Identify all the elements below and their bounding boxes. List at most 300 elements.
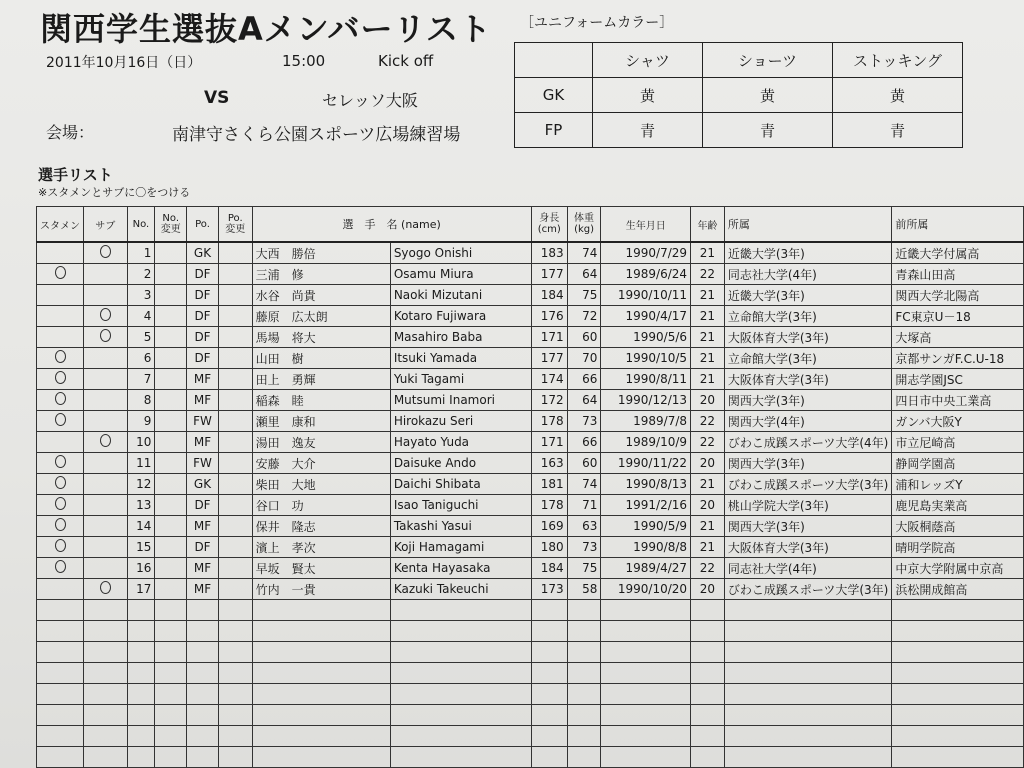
player-dob: 1990/8/13 [601,474,691,495]
player-prev-team: 静岡学園高 [892,453,1024,474]
sub-mark [84,516,128,537]
player-prev-team [892,705,1024,726]
player-team: 関西大学(3年) [724,453,892,474]
number-change [155,537,187,558]
player-dob [601,726,691,747]
player-position: FW [187,453,219,474]
player-number: 17 [127,579,155,600]
player-name-jp [252,747,390,768]
player-roster-table [36,206,1024,768]
circle-mark-icon [55,560,66,573]
number-change [155,411,187,432]
sub-mark [84,264,128,285]
player-height: 177 [531,264,567,285]
sub-mark [84,747,128,768]
player-age [691,642,725,663]
player-name-en [390,600,531,621]
starter-mark [37,516,84,537]
player-height: 171 [531,327,567,348]
player-height: 163 [531,453,567,474]
player-number: 2 [127,264,155,285]
player-number [127,600,155,621]
number-change [155,432,187,453]
player-number: 10 [127,432,155,453]
starter-mark [37,264,84,285]
player-name-jp: 馬場 将大 [252,327,390,348]
player-number [127,684,155,705]
player-height: 171 [531,432,567,453]
sub-mark [84,537,128,558]
player-height [531,642,567,663]
player-age: 21 [691,327,725,348]
number-change [155,474,187,495]
number-change [155,495,187,516]
position-change [218,558,252,579]
player-dob: 1991/2/16 [601,495,691,516]
starter-mark [37,453,84,474]
uniform-col-shorts: ショーツ [703,43,833,78]
player-age: 21 [691,306,725,327]
player-name-en [390,747,531,768]
player-prev-team [892,684,1024,705]
player-name-en: Mutsumi Inamori [390,390,531,411]
starter-mark [37,474,84,495]
player-age: 20 [691,579,725,600]
player-team: 近畿大学(3年) [724,285,892,306]
player-age: 21 [691,348,725,369]
header-no: No. [127,207,155,243]
number-change [155,600,187,621]
player-name-jp [252,705,390,726]
position-change [218,747,252,768]
document-title: 関西学生選抜Aメンバーリスト [40,10,492,48]
table-row [37,495,1024,516]
circle-mark-icon [55,266,66,279]
player-dob: 1990/10/11 [601,285,691,306]
player-name-en: Yuki Tagami [390,369,531,390]
position-change [218,537,252,558]
number-change [155,663,187,684]
table-row [37,369,1024,390]
starter-mark [37,600,84,621]
player-name-en [390,684,531,705]
sub-mark [84,600,128,621]
player-weight [567,642,601,663]
player-team: 大阪体育大学(3年) [724,537,892,558]
player-team [724,684,892,705]
position-change [218,453,252,474]
player-prev-team: 晴明学院高 [892,537,1024,558]
player-age [691,684,725,705]
player-name-jp: 三浦 修 [252,264,390,285]
player-height [531,684,567,705]
player-position: GK [187,242,219,264]
player-position: MF [187,579,219,600]
player-dob: 1989/6/24 [601,264,691,285]
sub-mark [84,411,128,432]
player-weight: 63 [567,516,601,537]
player-name-en: Kenta Hayasaka [390,558,531,579]
player-team: びわこ成蹊スポーツ大学(4年) [724,432,892,453]
player-name-en: Daisuke Ando [390,453,531,474]
player-height [531,600,567,621]
player-number: 3 [127,285,155,306]
player-prev-team: 浜松開成館高 [892,579,1024,600]
number-change [155,705,187,726]
starter-mark [37,621,84,642]
player-number [127,726,155,747]
player-height: 172 [531,390,567,411]
player-number: 8 [127,390,155,411]
kickoff-label: Kick off [378,52,434,70]
player-team: 立命館大学(3年) [724,348,892,369]
player-name-en [390,642,531,663]
player-name-en [390,705,531,726]
player-name-en: Kazuki Takeuchi [390,579,531,600]
player-name-en: Itsuki Yamada [390,348,531,369]
player-name-jp [252,600,390,621]
player-age: 20 [691,390,725,411]
position-change [218,705,252,726]
player-name-en: Masahiro Baba [390,327,531,348]
position-change [218,600,252,621]
player-age [691,663,725,684]
starter-mark [37,558,84,579]
player-number [127,663,155,684]
player-age [691,705,725,726]
player-weight: 72 [567,306,601,327]
number-change [155,264,187,285]
sub-mark [84,369,128,390]
player-name-en: Kotaro Fujiwara [390,306,531,327]
header-sub: サブ [84,207,128,243]
player-number: 9 [127,411,155,432]
player-position: DF [187,327,219,348]
uniform-color-table [514,42,963,148]
player-name-en [390,726,531,747]
uniform-cell: 黄 [593,78,703,113]
table-row [37,306,1024,327]
player-dob: 1990/10/20 [601,579,691,600]
player-position [187,726,219,747]
header-pos-change: Po. 変更 [218,207,252,243]
player-team [724,600,892,621]
player-weight: 73 [567,411,601,432]
player-name-jp: 山田 樹 [252,348,390,369]
sub-mark [84,306,128,327]
player-height: 178 [531,411,567,432]
player-name-en [390,663,531,684]
player-number: 14 [127,516,155,537]
position-change [218,684,252,705]
player-team: 関西大学(4年) [724,411,892,432]
player-name-jp: 濱上 孝次 [252,537,390,558]
position-change [218,411,252,432]
player-weight [567,621,601,642]
player-weight: 73 [567,537,601,558]
player-dob: 1990/5/6 [601,327,691,348]
table-row [37,242,1024,264]
player-name-jp: 水谷 尚貴 [252,285,390,306]
player-name-en: Osamu Miura [390,264,531,285]
player-name-jp: 藤原 広太朗 [252,306,390,327]
player-weight: 75 [567,285,601,306]
player-dob: 1989/10/9 [601,432,691,453]
header-name: 選 手 名 (name) [252,207,531,243]
circle-mark-icon [55,371,66,384]
starter-mark [37,390,84,411]
number-change [155,285,187,306]
player-age: 22 [691,432,725,453]
player-age: 20 [691,453,725,474]
player-height [531,726,567,747]
player-number [127,705,155,726]
sub-mark [84,726,128,747]
table-row [37,747,1024,768]
header-team: 所属 [724,207,892,243]
player-prev-team: 市立尼崎高 [892,432,1024,453]
player-position [187,621,219,642]
position-change [218,474,252,495]
player-weight [567,663,601,684]
player-height: 174 [531,369,567,390]
position-change [218,642,252,663]
player-weight: 70 [567,348,601,369]
player-team: 大阪体育大学(3年) [724,327,892,348]
starter-mark [37,663,84,684]
player-number: 5 [127,327,155,348]
sub-mark [84,327,128,348]
starter-mark [37,348,84,369]
player-name-en: Hirokazu Seri [390,411,531,432]
circle-mark-icon [55,392,66,405]
sub-mark [84,348,128,369]
player-weight [567,684,601,705]
circle-mark-icon [55,413,66,426]
player-dob: 1990/7/29 [601,242,691,264]
circle-mark-icon [55,518,66,531]
sub-mark [84,474,128,495]
uniform-cell: 青 [833,113,963,148]
player-name-en: Naoki Mizutani [390,285,531,306]
player-dob: 1990/11/22 [601,453,691,474]
player-name-jp [252,726,390,747]
table-row [37,516,1024,537]
player-team [724,663,892,684]
starter-mark [37,369,84,390]
player-age: 21 [691,369,725,390]
player-height: 176 [531,306,567,327]
player-number: 7 [127,369,155,390]
player-prev-team: 大阪桐蔭高 [892,516,1024,537]
player-height: 173 [531,579,567,600]
sub-mark [84,285,128,306]
player-prev-team: 開志学園JSC [892,369,1024,390]
player-dob [601,705,691,726]
player-team [724,726,892,747]
player-weight [567,705,601,726]
header-height: 身長 (cm) [531,207,567,243]
header-starter: スタメン [37,207,84,243]
player-age: 22 [691,264,725,285]
uniform-cell: 黄 [703,78,833,113]
number-change [155,747,187,768]
player-name-jp [252,684,390,705]
player-weight: 60 [567,327,601,348]
sub-mark [84,684,128,705]
player-name-en: Takashi Yasui [390,516,531,537]
player-dob [601,747,691,768]
player-height [531,621,567,642]
player-weight: 74 [567,242,601,264]
player-age: 21 [691,474,725,495]
player-weight: 64 [567,390,601,411]
table-row [37,726,1024,747]
table-row [37,348,1024,369]
player-height: 184 [531,558,567,579]
table-row [37,264,1024,285]
player-dob [601,684,691,705]
table-row [37,537,1024,558]
table-row [37,621,1024,642]
position-change [218,726,252,747]
starter-mark [37,579,84,600]
sub-mark [84,579,128,600]
player-prev-team: 近畿大学付属高 [892,242,1024,264]
circle-mark-icon [55,350,66,363]
player-dob: 1990/5/9 [601,516,691,537]
position-change [218,621,252,642]
starter-mark [37,684,84,705]
sub-mark [84,621,128,642]
player-team: びわこ成蹊スポーツ大学(3年) [724,579,892,600]
sub-mark [84,432,128,453]
player-prev-team: 中京大学附属中京高 [892,558,1024,579]
vs-label: VS [204,88,230,108]
player-height: 169 [531,516,567,537]
player-prev-team [892,663,1024,684]
uniform-color-label: ［ユニフォームカラー］ [520,15,674,31]
player-position [187,705,219,726]
table-row [37,474,1024,495]
player-age: 22 [691,558,725,579]
number-change [155,642,187,663]
circle-mark-icon [100,434,111,447]
number-change [155,348,187,369]
player-prev-team: 鹿児島実業高 [892,495,1024,516]
starter-mark [37,495,84,516]
player-team: 関西大学(3年) [724,390,892,411]
number-change [155,579,187,600]
player-weight [567,747,601,768]
player-prev-team [892,621,1024,642]
player-weight: 71 [567,495,601,516]
sub-mark [84,495,128,516]
player-team: 桃山学院大学(3年) [724,495,892,516]
player-position: DF [187,495,219,516]
player-age [691,621,725,642]
player-name-jp: 田上 勇輝 [252,369,390,390]
player-age: 21 [691,285,725,306]
table-row [37,327,1024,348]
player-age: 21 [691,516,725,537]
player-weight: 58 [567,579,601,600]
match-date: 2011年10月16日（日） [46,55,202,71]
player-height: 178 [531,495,567,516]
player-number: 15 [127,537,155,558]
player-position: FW [187,411,219,432]
player-position: MF [187,558,219,579]
player-number [127,747,155,768]
table-row [37,684,1024,705]
player-name-en: Koji Hamagami [390,537,531,558]
roster-header-row [37,207,1024,243]
player-position: MF [187,369,219,390]
uniform-row-gk: GK [515,78,593,113]
uniform-cell: 青 [703,113,833,148]
position-change [218,327,252,348]
table-row [37,600,1024,621]
circle-mark-icon [55,497,66,510]
position-change [218,285,252,306]
player-age [691,600,725,621]
position-change [218,348,252,369]
player-name-jp: 保井 隆志 [252,516,390,537]
player-dob: 1990/4/17 [601,306,691,327]
player-dob: 1990/12/13 [601,390,691,411]
player-number: 16 [127,558,155,579]
player-dob: 1989/7/8 [601,411,691,432]
player-position: DF [187,348,219,369]
player-team [724,642,892,663]
table-row [37,558,1024,579]
table-row [37,453,1024,474]
position-change [218,390,252,411]
player-prev-team: 浦和レッズY [892,474,1024,495]
player-dob: 1989/4/27 [601,558,691,579]
table-row [37,411,1024,432]
circle-mark-icon [55,455,66,468]
player-age: 22 [691,411,725,432]
player-position: DF [187,264,219,285]
header-weight: 体重 (kg) [567,207,601,243]
position-change [218,663,252,684]
venue-label: 会場： [46,123,95,142]
player-prev-team: 青森山田高 [892,264,1024,285]
starter-mark [37,432,84,453]
player-height: 180 [531,537,567,558]
player-name-jp [252,642,390,663]
sub-mark [84,705,128,726]
player-position [187,642,219,663]
player-age: 21 [691,242,725,264]
sub-mark [84,390,128,411]
sub-mark [84,242,128,264]
player-name-jp [252,663,390,684]
player-position [187,600,219,621]
player-age: 20 [691,495,725,516]
player-name-jp: 安藤 大介 [252,453,390,474]
player-prev-team: 四日市中央工業高 [892,390,1024,411]
starter-mark [37,642,84,663]
player-prev-team: FC東京U－18 [892,306,1024,327]
player-age [691,747,725,768]
player-dob: 1990/8/8 [601,537,691,558]
player-prev-team: 京都サンガF.C.U-18 [892,348,1024,369]
circle-mark-icon [55,476,66,489]
sub-mark [84,453,128,474]
player-height [531,747,567,768]
